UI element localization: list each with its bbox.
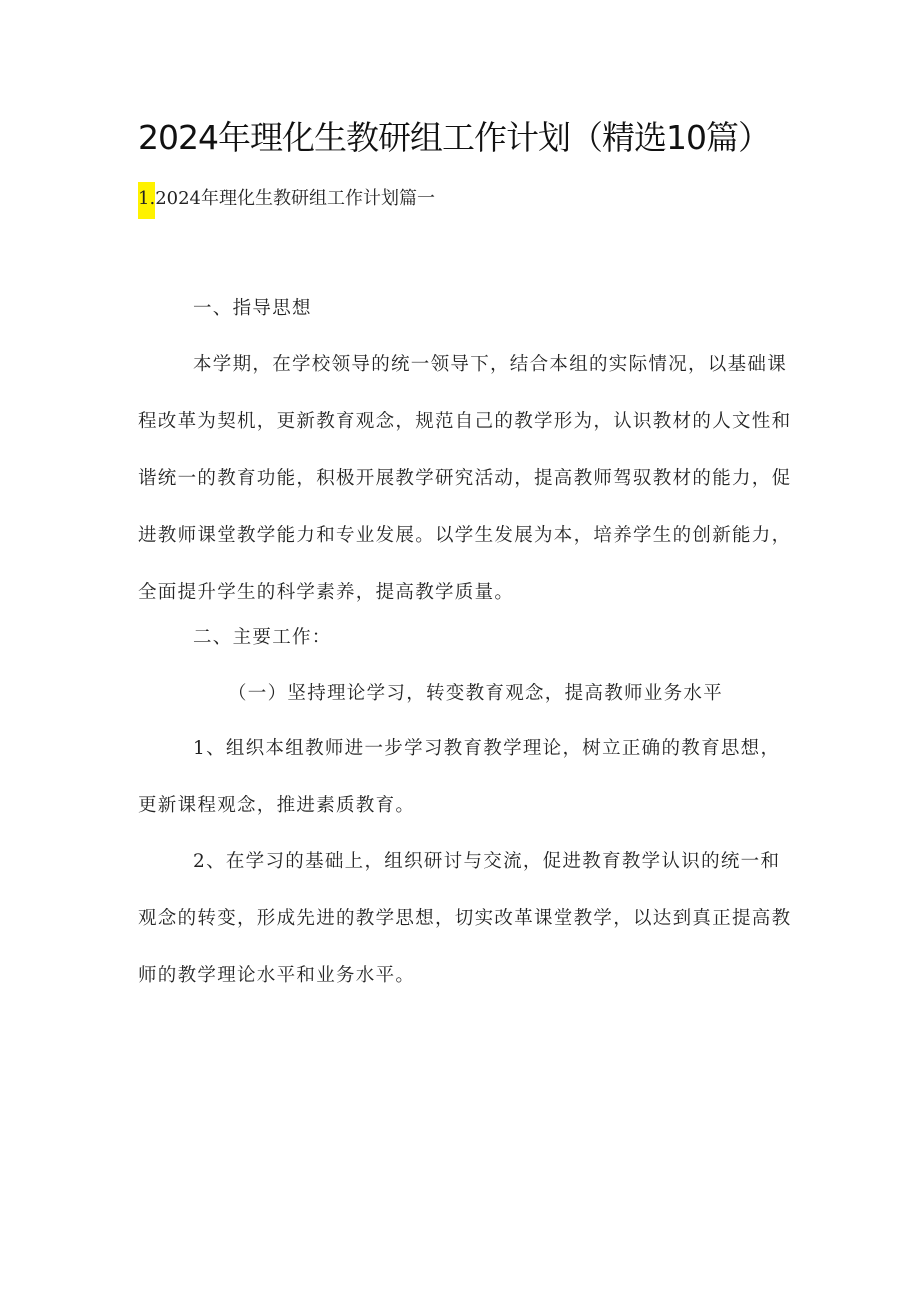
- paragraph-line: 本学期，在学校领导的统一领导下，结合本组的实际情况，以基础课: [193, 354, 788, 375]
- paragraph-line: 观念的转变，形成先进的教学思想，切实改革课堂教学，以达到真正提高教: [138, 908, 792, 929]
- heading-guiding-thought: 一、指导思想: [193, 298, 312, 319]
- subheading-theory-study: （一）坚持理论学习，转变教育观念，提高教师业务水平: [228, 683, 724, 704]
- paragraph-line: 程改革为契机，更新教育观念，规范自己的教学形为，认识教材的人文性和: [138, 411, 792, 432]
- heading-main-work: 二、主要工作：: [193, 627, 332, 648]
- paragraph-line: 全面提升学生的科学素养，提高教学质量。: [138, 582, 515, 603]
- section-title: 2024年理化生教研组工作计划篇一: [155, 188, 435, 209]
- paragraph-line: 师的教学理论水平和业务水平。: [138, 965, 416, 986]
- section-number: 1.: [138, 182, 155, 219]
- paragraph-line: 1、组织本组教师进一步学习教育教学理论，树立正确的教育思想，: [193, 738, 781, 759]
- item-2: [138, 833, 810, 1004]
- section-heading: [138, 184, 435, 210]
- paragraph-guiding-thought: [138, 336, 810, 621]
- paragraph-line: 进教师课堂教学能力和专业发展。以学生发展为本，培养学生的创新能力，: [138, 525, 792, 546]
- paragraph-line: 谐统一的教育功能，积极开展教学研究活动，提高教师驾驭教材的能力，促: [138, 468, 792, 489]
- paragraph-line: 更新课程观念，推进素质教育。: [138, 795, 416, 816]
- paragraph-line: 2、在学习的基础上，组织研讨与交流，促进教育教学认识的统一和: [193, 851, 781, 872]
- document-title: 2024年理化生教研组工作计划（精选10篇）: [138, 118, 770, 157]
- item-1: [138, 720, 810, 834]
